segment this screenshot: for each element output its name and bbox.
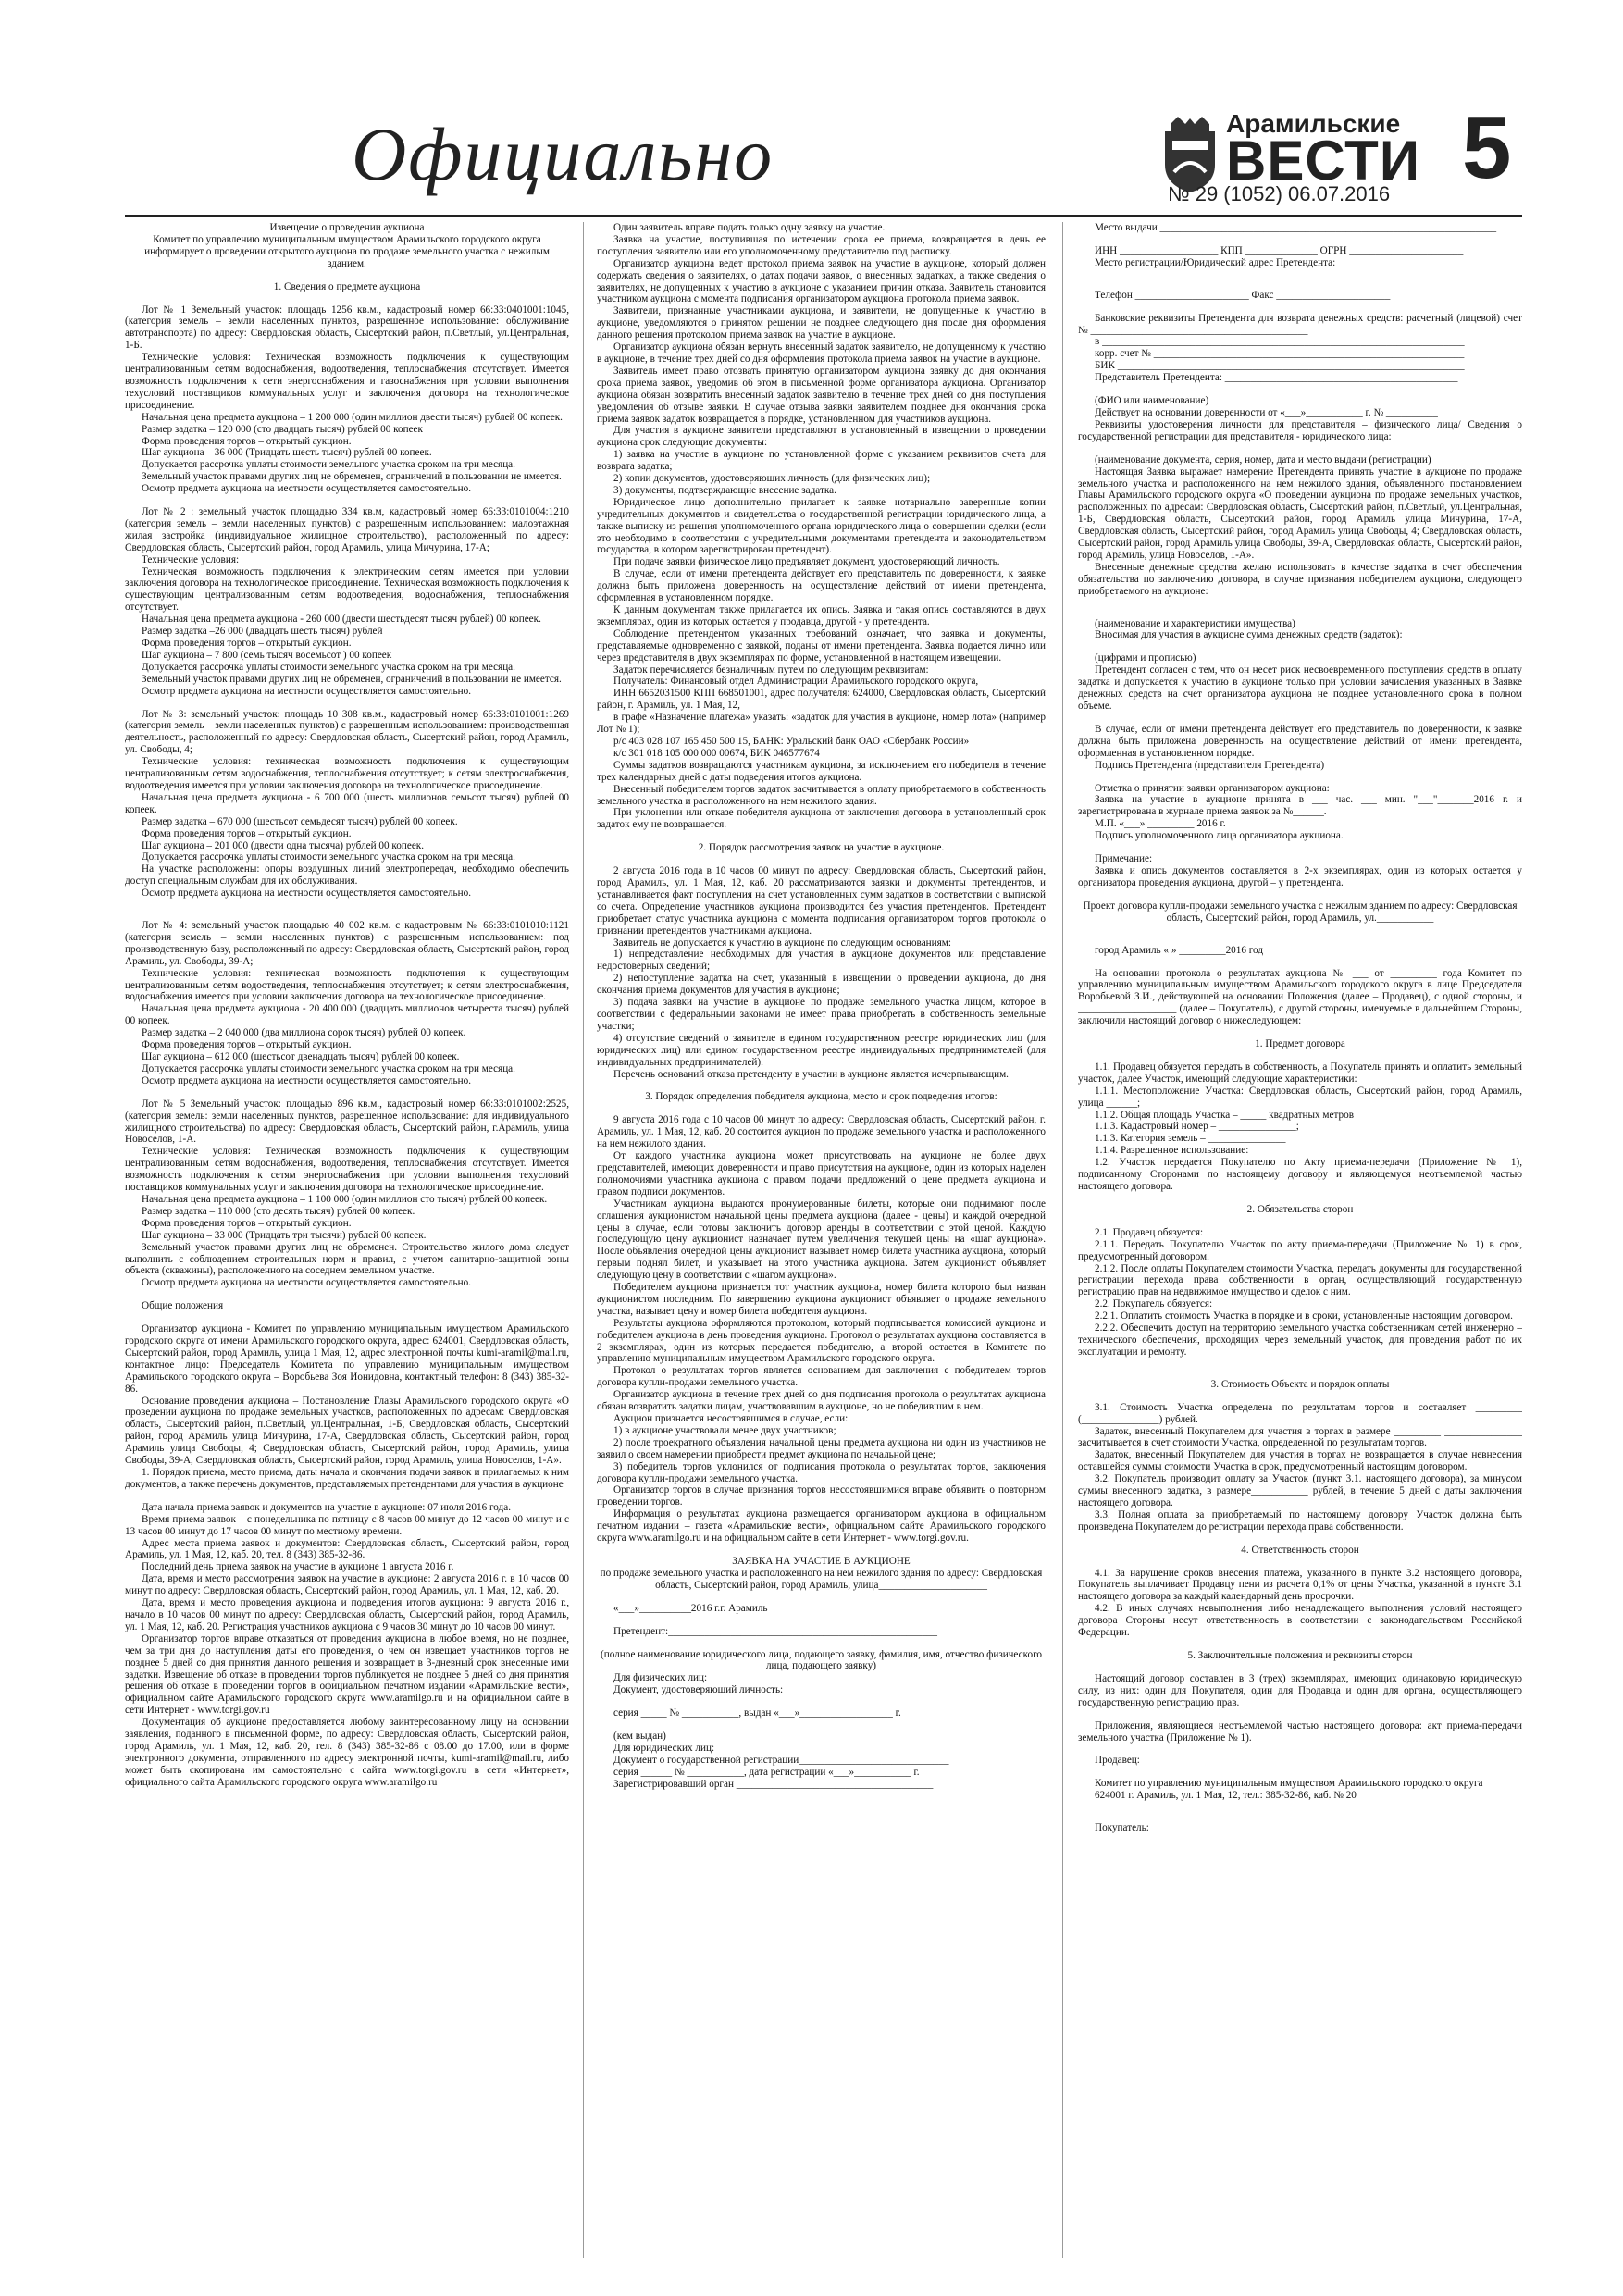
paragraph: 2.2.2. Обеспечить доступ на территорию земельного участка собственникам сетей инженерно – технического обеспечения, проходящих через земельный участок, для проведения работ по их эксплуатации и ремонту. [1078, 1322, 1522, 1358]
paragraph: Заявка на участие, поступившая по истечении срока ее приема, возвращается в день ее поступления заявителю или его уполномоченному представителю под расписку. [597, 233, 1046, 257]
paragraph: В случае, если от имени претендента действует его представитель по доверенности, к заявке должна быть приложена доверенность на осуществление действий от имени претендента, оформленная в установленном порядке. [1078, 723, 1522, 759]
form-caption: (наименование и характеристики имущества) [1095, 617, 1295, 629]
paragraph: Форма проведения торгов – открытый аукцион. [142, 827, 352, 839]
paragraph: Организатор торгов в случае признания торгов несостоявшимися вправе объявить о повторном проведении торгов. [597, 1484, 1046, 1508]
paragraph: Задаток перечисляется безналичным путем по следующим реквизитам: [613, 664, 929, 676]
paragraph: Настоящий договор составлен в 3 (трех) экземплярах, имеющих одинаковую юридическую силу, из них: один для Покупателя, один для Продавца и один для органа, осуществляющего государственную регистрацию прав. [1078, 1672, 1522, 1708]
form-caption: (полное наименование юридического лица, подающего заявку, фамилия, имя, отчество физического лица, подающего заявку) [601, 1648, 1042, 1672]
form-line: Представитель Претендента: _____________________________________________ [1095, 372, 1458, 384]
paragraph: Технические условия: Техническая возможность подключения к существующим централизованным сетям водоснабжения, водоотведения, теплоснабжения отсутствует. Имеется возможность подключения к сетям энергоснабжения при условии выполнения техусловий поставщиков коммунальных услуг и заключения договора на технологическое присоединение. [125, 1146, 569, 1194]
paragraph: Начальная цена предмета аукциона – 1 100 000 (один миллион сто тысяч) рублей 00 копеек. [142, 1193, 548, 1205]
seller-label: Продавец: [1095, 1755, 1140, 1767]
paragraph: Размер задатка – 2 040 000 (два миллиона сорок тысяч) рублей 00 копеек. [142, 1027, 466, 1039]
paragraph: Шаг аукциона – 612 000 (шестьсот двенадцать тысяч) рублей 00 копеек. [142, 1051, 460, 1062]
paragraph: 3.1. Стоимость Участка определена по результатам торгов и составляет _________ (_______________) рублей. [1078, 1401, 1522, 1425]
application-form-title: ЗАЯВКА НА УЧАСТИЕ В АУКЦИОНЕ [732, 1555, 911, 1567]
column-divider [583, 222, 584, 2258]
paragraph: При уклонении или отказе победителя аукциона от заключения договора в установленный срок задаток ему не возвращается. [597, 807, 1046, 831]
seller-address: 624001 г. Арамиль, ул. 1 Мая, 12, тел.: 385-32-86, каб. № 20 [1095, 1790, 1357, 1802]
issue-number: № 29 (1052) 06.07.2016 [1168, 182, 1391, 205]
paragraph: 4.2. В иных случаях невыполнения либо ненадлежащего выполнения условий настоящего договора Стороны несут ответственность в соответствии с законодательством Российской Федерации. [1078, 1603, 1522, 1639]
paragraph: 2.2.1. Оплатить стоимость Участка в порядке и в сроки, установленные настоящим договором. [1095, 1310, 1513, 1322]
paragraph: Осмотр предмета аукциона на местности осуществляется самостоятельно. [142, 685, 472, 697]
contract-place-date: город Арамиль « » _________2016 год [1095, 944, 1264, 956]
paragraph: 2) копии документов, удостоверяющих личность (для физических лиц); [613, 473, 931, 485]
paragraph: Результаты аукциона оформляются протоколом, который подписывается комиссией аукциона и победителем аукциона в день проведения аукциона. Протокол о результатах аукциона составляется в 2 экземплярах, один из которых передается победителю, а второй остается в Комитете по управлению муниципальным имуществом Арамильского городского округа. [597, 1317, 1046, 1365]
paragraph: Перечень оснований отказа претенденту в участии в аукционе является исчерпывающим. [613, 1068, 1009, 1080]
section-heading: 3. Стоимость Объекта и порядок оплаты [1210, 1378, 1390, 1390]
paragraph: Техническая возможность подключения к электрическим сетям имеется при условии заключения договора на технологическое присоединение. Техническая возможность подключения к существующим централизованным сетям водоотведения, водоснабжения, теплоснабжения отсутствует. [125, 565, 569, 614]
paragraph: Размер задатка – 670 000 (шестьсот семьдесят тысяч) рублей 00 копеек. [142, 815, 458, 827]
paragraph: Земельный участок правами других лиц не обременен. Строительство жилого дома следует выполнить с соблюдением строительных норм и правил, с учетом санитарно-защитной зоны объекта (скважины), расположенного на соседнем земельном участке. [125, 1241, 569, 1277]
paragraph: Начальная цена предмета аукциона – 1 200 000 (один миллион двести тысяч) рублей 00 копеек. [142, 411, 563, 423]
paragraph: 1) заявка на участие в аукционе по установленной форме с указанием реквизитов счета для возврата задатка; [597, 449, 1046, 473]
paragraph: к/с 301 018 105 000 000 00674, БИК 046577674 [613, 747, 820, 759]
form-line: Вносимая для участия в аукционе сумма денежных средств (задаток): _________ [1095, 629, 1452, 641]
paragraph: Претендент согласен с тем, что он несет риск несвоевременного поступления средств в оплату задатка и допускается к участию в аукционе только при условии зачисления указанных в Заявке денежных средств на счет организатора аукциона не позднее установленного срока в полном объеме. [1078, 664, 1522, 712]
paragraph: Организатор торгов вправе отказаться от проведения аукциона в любое время, но не позднее, чем за три дня до наступления даты его проведения, о чем он извещает участников торгов не позднее 5 дней со дня принятия данного решения и возвращает в 3-дневный срок внесенные ими задатки. Извещение об отказе в проведении торгов публикуется не позднее 5 дней со дня принятия решения об отказе в проведении торгов в официальном печатном издании «Арамильские вести», официальном сайте Арамильского городского округа www.aramilgo.ru и на официальном сайте в сети Интернет - www.torgi.gov.ru [125, 1632, 569, 1717]
paragraph: Шаг аукциона – 33 000 (Тридцать три тысячи) рублей 00 копеек. [142, 1229, 427, 1241]
paragraph: Технические условия: техническая возможность подключения к существующим централизованным сетям водоотведения, теплоснабжения отсутствует; к сетям электроснабжения, водоснабжения имеется при условии заключения договора на технологическое присоединение. [125, 967, 569, 1003]
paragraph: Форма проведения торгов – открытый аукцион. [142, 1039, 352, 1051]
paragraph: Заявитель не допускается к участию в аукционе по следующим основаниям: [613, 937, 951, 949]
paragraph: Начальная цена предмета аукциона - 20 400 000 (двадцать миллионов четыреста тысяч) рублей 00 копеек. [125, 1003, 569, 1027]
paragraph: Допускается рассрочка уплаты стоимости земельного участка сроком на три месяца. [142, 661, 515, 673]
paragraph: 2) непоступление задатка на счет, указанный в извещении о проведении аукциона, до дня окончания приема документов для участия в аукционе; [597, 973, 1046, 997]
form-line: серия _____ № ___________, выдан «___»__________________ г. [613, 1707, 901, 1719]
paragraph: Организатор аукциона ведет протокол приема заявок на участие в аукционе, который должен содержать сведения о заявителях, о датах подачи заявок, о внесенных задатках, а также сведения о заявителях, не допущенных к участию в аукционе с указанием причин отказа. Заявитель становится участником аукциона с момента подписания организатором аукциона протокола приема заявок. [597, 257, 1046, 305]
paragraph: Дата начала приема заявок и документов на участие в аукционе: 07 июля 2016 года. [142, 1501, 511, 1513]
paragraph: Суммы задатков возвращаются участникам аукциона, за исключением его победителя в течение трех календарных дней с даты подведения итогов аукциона. [597, 759, 1046, 783]
paragraph: 1.1.1. Местоположение Участка: Свердловская область, Сысертский район, город Арамиль, улица ______; [1078, 1085, 1522, 1109]
paragraph: 1.1.4. Разрешенное использование: [1095, 1145, 1249, 1157]
paragraph: Задаток, внесенный Покупателем для участия в торгах не возвращается в случае невнесения оставшейся суммы стоимости Участка в срок, предусмотренный настоящим договором. [1078, 1449, 1522, 1473]
paragraph: Размер задатка –26 000 (двадцать шесть тысяч) рублей [142, 626, 383, 638]
paragraph: Последний день приема заявок на участие в аукционе 1 августа 2016 г. [142, 1561, 454, 1573]
form-line: Место выдачи _________________________________________________________________ [1095, 222, 1497, 233]
paragraph: 1.1.3. Кадастровый номер – _______________; [1095, 1121, 1299, 1133]
logo-main-text: ВЕСТИ [1226, 130, 1420, 192]
paragraph: Допускается рассрочка уплаты стоимости земельного участка сроком на три месяца. [142, 1062, 515, 1074]
paragraph: Время приема заявок – с понедельника по пятницу с 8 часов 00 минут до 12 часов 00 минут и с 13 часов 00 минут до 17 часов 00 минут по местному времени. [125, 1513, 569, 1537]
form-line: Отметка о принятии заявки организатором аукциона: [1095, 782, 1330, 794]
paragraph: Технические условия: Техническая возможность подключения к существующим централизованным сетям водоснабжения, водоотведения, теплоснабжения отсутствует. Имеется возможность подключения к сети энергоснабжения и газоснабжения при условии выполнения техусловий поставщиков коммунальных услуг и заключения договора на технологическое присоединение. [125, 352, 569, 411]
paragraph: Размер задатка – 120 000 (сто двадцать тысяч) рублей 00 копеек [142, 423, 423, 435]
paragraph: При подаче заявки физическое лицо предъявляет документ, удостоверяющий личность. [613, 556, 1000, 568]
paragraph: Дата, время и место проведения аукциона и подведения итогов аукциона: 9 августа 2016 г., начало в 10 часов 00 минут по адресу: Свердловская область, Сысертский район, город Арамиль, ул. 1 Мая, 12, каб. 20. Регистрация участников аукциона с 9 часов 30 минут до 10 часов 00 минут. [125, 1597, 569, 1632]
form-line: БИК ___________________________________________________________________ [1095, 360, 1465, 372]
paragraph: Юридическое лицо дополнительно прилагает к заявке нотариально заверенные копии учредительных документов и свидетельства о государственной регистрации юридического лица, а также выписку из решения уполномоченного органа юридического лица о совершении сделки (если это необходимо в соответствии с учредительными документами претендента и законодательством государства, в котором зарегистрирован претендент). [597, 496, 1046, 556]
form-line: Действует на основании доверенности от «___»___________ г. № __________ [1095, 406, 1438, 418]
application-form-subtitle: по продаже земельного участка и расположенного на нем нежилого здания по адресу: Свердловская область, Сысертский район, город Арамиль, улица_____________________ [600, 1567, 1043, 1591]
form-line: корр. счет № ____________________________________________________________ [1095, 348, 1465, 360]
paragraph: 2.1.2. После оплаты Покупателем стоимости Участка, передать документы для государственной регистрации перехода права собственности в орган, осуществляющий государственную регистрацию прав на недвижимое имущество и сделок с ним. [1078, 1262, 1522, 1298]
form-caption: (кем выдан) [613, 1731, 666, 1743]
lot-1-description: Лот № 1 Земельный участок: площадь 1256 кв.м., кадастровый номер 66:33:0401001:1045, (категория земель – земли населенных пунктов, разрешенное использование: обслуживание автотранспорта) по адресу: Свердловская область, Сысертский район, п.Светлый, ул.Центральная, 1-Б. [125, 304, 569, 352]
paragraph: 1. Порядок приема, место приема, даты начала и окончания подачи заявок и прилагаемых к ним документов, а также перечень документов, представляемых претендентами для участия в аукционе [125, 1467, 569, 1490]
paragraph: 2.1. Продавец обязуется: [1095, 1226, 1204, 1238]
form-line: Для физических лиц: [613, 1672, 708, 1684]
logo-top-text: Арамильские [1226, 109, 1401, 138]
paragraph: Заявитель имеет право отозвать принятую организатором аукциона заявку до дня окончания срока приема заявок, уведомив об этом в письменной форме организатора аукциона. Организатор аукциона обязан возвратить внесенный задаток заявителю в течение трех дней со дня поступления уведомления об отзыве заявки. В случае отзыва заявки заявителем позднее дня окончания срока приема заявок задаток возвращается в порядке, установленном для участников аукциона. [597, 365, 1046, 425]
form-line: Документ о государственной регистрации_____________________________ [613, 1754, 949, 1766]
paragraph: Приложения, являющиеся неотъемлемой частью настоящего договора: акт приема-передачи земельного участка (Приложение № 1). [1078, 1719, 1522, 1744]
paragraph: Основание проведения аукциона – Постановление Главы Арамильского городского округа «О проведении аукциона по продаже земельных участков, расположенных по адресам: Свердловская область, Сысертский район, п.Светлый, ул.Центральная, 1-Б, Свердловская область, Сысертский район, город Арамиль улица Мичурина, 17-А, Свердловская область, Сысертский район, город Арамиль улица Свободы, 4; Свердловская область, Сысертский район, город Арамиль, улица Свободы, 39-А, Свердловская область, Сысертский район, город Арамиль, улица Новоселов, 1-А». [125, 1395, 569, 1467]
form-line: Телефон ______________________ Факс ______________________ [1095, 289, 1391, 301]
section-heading: 1. Предмет договора [1255, 1038, 1345, 1050]
paragraph: 1.1. Продавец обязуется передать в собственность, а Покупатель принять и оплатить земельный участок, далее Участок, имеющий следующие характеристики: [1078, 1061, 1522, 1085]
section-heading: 5. Заключительные положения и реквизиты сторон [1187, 1650, 1413, 1661]
paragraph: Участникам аукциона выдаются пронумерованные билеты, которые они поднимают после оглашения аукционистом начальной цены предмета аукциона (далее - цены) и каждой очередной цены в случае, если готовы заключить договор аренды в соответствии с этой ценой. Каждую последующую цену аукционист назначает путем увеличения текущей цены на «шаг аукциона». После объявления очередной цены аукционист называет номер билета участника аукциона, который первым поднял билет, и указывает на этого участника аукциона. Затем аукционист объявляет следующую цену в соответствии с «шагом аукциона». [597, 1198, 1046, 1282]
paragraph: 3.3. Полная оплата за приобретаемый по настоящему договору Участок должна быть произведена Покупателем до регистрации перехода права собственности. [1078, 1508, 1522, 1533]
paragraph: Настоящая Заявка выражает намерение Претендента принять участие в аукционе по продаже земельного участка и расположенного на нем нежилого здания, объявленного постановлением Главы Арамильского городского округа «О проведении аукциона по продаже земельных участков, расположенных по адресам: Свердловская область, Сысертский район, п.Светлый, ул.Центральная, 1-Б, Свердловская область, Сысертский район, город Арамиль улица Мичурина, 17-А, Свердловская область, Сысертский район, город Арамиль улица Свободы, 4; Свердловская область, Сысертский район, город Арамиль улица Свободы, 39-А, Свердловская область, Сысертский район, город Арамиль, улица Новоселов, 1-А». [1078, 465, 1522, 561]
paragraph: 4) отсутствие сведений о заявителе в едином государственном реестре юридических лиц (для юридических лиц) или едином государственном реестре индивидуальных предпринимателей (для индивидуальных предпринимателей). [597, 1032, 1046, 1068]
paragraph: Технические условия: [142, 553, 240, 565]
paragraph: Форма проведения торгов – открытый аукцион. [142, 1217, 352, 1229]
paragraph: в графе «Назначение платежа» указать: «задаток для участия в аукционе, номер лота» (например Лот № 1); [597, 712, 1046, 736]
form-caption: (наименование документа, серия, номер, дата и место выдачи (регистрации) [1095, 453, 1431, 465]
form-line: М.П. «___» _________ 2016 г. [1095, 818, 1226, 830]
section-heading: 2. Порядок рассмотрения заявок на участие в аукционе. [698, 842, 945, 854]
paragraph: 1) в аукционе участвовали менее двух участников; [613, 1424, 836, 1436]
paragraph: Осмотр предмета аукциона на местности осуществляется самостоятельно. [142, 483, 472, 495]
paragraph: Получатель: Финансовый отдел Администрации Арамильского городского округа, [613, 676, 979, 688]
paragraph: Земельный участок правами других лиц не обременен, ограничений в пользовании не имеется. [142, 673, 562, 685]
paragraph: Организатор аукциона - Комитет по управлению муниципальным имуществом Арамильского городского округа от имени Арамильского городского округа, адрес: 624001, Свердловская область, Сысертский район, город Арамиль, улица 1 Мая, 12, адрес электронной почты kumi-aramil@mail.ru, контактное лицо: Председатель Комитета по управлению муниципальным имуществом Арамильского городского округа – Воробьева Зоя Ионидовна, контактный телефон: 8 (343) 385-32-86. [125, 1323, 569, 1395]
paragraph: 1.1.3. Категория земель – _______________ [1095, 1133, 1286, 1145]
paragraph: 2.2. Покупатель обязуется: [1095, 1298, 1213, 1310]
paragraph: Шаг аукциона – 201 000 (двести одна тысяча) рублей 00 копеек. [142, 839, 425, 851]
lot-5-description: Лот № 5 Земельный участок: площадью 896 кв.м., кадастровый номер 66:33:0101002:2525, (категория земель: земли населенных пунктов, разрешенное использование: для индивидуального жилищного строительства) по адресу: Свердловская область, Сысертский район, г.Арамиль, улица Новоселов, 1-А. [125, 1098, 569, 1146]
paragraph: Заявители, признанные участниками аукциона, и заявители, не допущенные к участию в аукционе, уведомляются о принятом решении не позднее следующего дня после дня оформления данного решения протоколом приема заявок на участие в аукционе. [597, 305, 1046, 341]
paragraph: 1.1.2. Общая площадь Участка – _____ квадратных метров [1095, 1109, 1354, 1121]
paragraph: Осмотр предмета аукциона на местности осуществляется самостоятельно. [142, 887, 472, 900]
paragraph: 2) после троекратного объявления начальной цены предмета аукциона ни один из участников не заявил о своем намерении приобрести предмет аукциона по начальной цене; [597, 1436, 1046, 1460]
paragraph: 3.2. Покупатель производит оплату за Участок (пункт 3.1. настоящего договора), за минусом суммы внесенного задатка, в размере___________ рублей, в течение 5 дней с даты заключения настоящего договора. [1078, 1473, 1522, 1508]
paragraph: ИНН 6652031500 КПП 668501001, адрес получателя: 624000, Свердловская область, Сысертский район, г. Арамиль, ул. 1 Мая, 12, [597, 688, 1046, 712]
column-divider [1062, 222, 1063, 2258]
paragraph: 4.1. За нарушение сроков внесения платежа, указанного в пункте 3.2 настоящего договора, Покупатель выплачивает Продавцу пени из расчета 0,1% от цены Участка, указанной в пункте 3.1 настоящего договора за каждый календарный день просрочки. [1078, 1567, 1522, 1603]
paragraph: Шаг аукциона – 7 800 (семь тысяч восемьсот ) 00 копеек [142, 649, 392, 661]
form-line: Претендент:____________________________________________________ [613, 1625, 937, 1637]
contract-title: Проект договора купли-продажи земельного участка с нежилым зданием по адресу: Свердловская область, Сысертский район, город Арамиль, ул.___________ [1083, 900, 1518, 924]
form-caption: (цифрами и прописью) [1095, 652, 1196, 664]
paragraph: Начальная цена предмета аукциона - 260 000 (двести шестьдесят тысяч рублей) 00 копеек. [142, 614, 541, 626]
seller-name: Комитет по управлению муниципальным имуществом Арамильского городского округа [1095, 1778, 1483, 1790]
paragraph: Организатор аукциона в течение трех дней со дня подписания протокола о результатах аукциона обязан возвратить задатки лицам, участвовавшим в аукционе, но не победившим в нем. [597, 1389, 1046, 1413]
paragraph: Допускается рассрочка уплаты стоимости земельного участка сроком на три месяца. [142, 851, 515, 863]
paragraph: 1.2. Участок передается Покупателю по Акту приема-передачи (Приложение № 1), подписанному Сторонами по настоящему договору и являющемуся неотъемлемой частью настоящего договора. [1078, 1157, 1522, 1192]
paragraph: Дата, время и место рассмотрения заявок на участие в аукционе: 2 августа 2016 г. в 10 часов 00 минут по адресу: Свердловская область, Сысертский район, город Арамиль, ул. 1 Мая, 12, каб. 20. [125, 1573, 569, 1597]
form-line: Зарегистрировавший орган ______________________________________ [613, 1778, 934, 1790]
paragraph: Внесенные денежные средства желаю использовать в качестве задатка в счет обеспечения обязательства по заключению договора, в случае признания победителем аукциона, следующего приобретаемого на аукционе: [1078, 561, 1522, 597]
form-line: Примечание: [1095, 853, 1153, 865]
paragraph: Заявка и опись документов составляется в 2-х экземплярах, один из которых остается у организатора проведения аукциона, другой – у претендента. [1078, 864, 1522, 888]
paragraph: Победителем аукциона признается тот участник аукциона, номер билета которого был назван аукционистом последним. По завершению аукциона аукционист объявляет о продаже земельного участка, называет цену и номер билета победителя аукциона. [597, 1282, 1046, 1317]
paragraph: Шаг аукциона – 36 000 (Тридцать шесть тысяч) рублей 00 копеек. [142, 447, 432, 459]
paragraph: р/с 403 028 107 165 450 500 15, БАНК: Уральский банк ОАО «Сбербанк России» [613, 735, 970, 747]
paragraph: 3) победитель торгов уклонился от подписания протокола о результатах торгов, заключения договора купли-продажи земельного участка. [597, 1460, 1046, 1484]
lot-3-description: Лот № 3: земельный участок: площадь 10 308 кв.м., кадастровый номер 66:33:0101001:1269 (категория земель – земли населенных пунктов) с разрешенным использованием: производственная деятельность, расположенный по адресу: Свердловская область, Сысертский район, город Арамиль, ул. Свободы, 4; [125, 708, 569, 756]
form-line: Документ, удостоверяющий личность:_______________________________ [613, 1684, 944, 1696]
paragraph: Начальная цена предмета аукциона - 6 700 000 (шесть миллионов семьсот тысяч) рублей 00 копеек. [125, 791, 569, 815]
masthead [0, 0, 1623, 213]
section-heading: 2. Обязательства сторон [1246, 1203, 1354, 1215]
buyer-label: Покупатель: [1095, 1822, 1149, 1834]
form-line: «___»__________2016 г.г. Арамиль [613, 1602, 768, 1614]
form-caption: (ФИО или наименование) [1095, 395, 1209, 407]
paragraph: От каждого участника аукциона может присутствовать на аукционе не более двух представителей, имеющих доверенности и право присутствия на аукционе, один из которых наделен полномочиями участника аукциона с правом подачи предложений о цене предмета аукциона и правом подписи документов. [597, 1150, 1046, 1198]
paragraph: Внесенный победителем торгов задаток засчитывается в оплату приобретаемого в собственность земельного участка и расположенного на нем нежилого здания. [597, 783, 1046, 807]
paragraph: Размер задатка – 110 000 (сто десять тысяч) рублей 00 копеек. [142, 1205, 415, 1217]
notice-title: Извещение о проведении аукциона [269, 222, 425, 233]
form-line: серия ______ № ___________, дата регистрации «___»___________ г. [613, 1766, 920, 1778]
paragraph: Задаток, внесенный Покупателем для участия в торгах в размере _________ _______________ засчитывается в счет стоимости Участка, определенной по результатам торгов. [1078, 1425, 1522, 1449]
paragraph: Осмотр предмета аукциона на местности осуществляется самостоятельно. [142, 1074, 472, 1086]
page-number: 5 [1462, 98, 1512, 197]
paragraph: 1) непредставление необходимых для участия в аукционе документов или представление недостоверных сведений; [597, 949, 1046, 973]
paragraph: Осмотр предмета аукциона на местности осуществляется самостоятельно. [142, 1277, 472, 1289]
paragraph: Организатор аукциона обязан вернуть внесенный задаток заявителю, не допущенному к участию в аукционе, в течение трех дней со дня оформления протокола приема заявок на участие в аукционе. [597, 341, 1046, 365]
paragraph: Аукцион признается несостоявшимся в случае, если: [613, 1413, 849, 1424]
form-line: Подпись Претендента (представителя Претендента) [1095, 759, 1325, 771]
paragraph: На участке расположены: опоры воздушных линий электропередач, необходимо обеспечить доступ специальным службам для их обслуживания. [125, 863, 569, 887]
paragraph: Допускается рассрочка уплаты стоимости земельного участка сроком на три месяца. [142, 459, 515, 471]
form-line: в ______________________________________________________________________ [1095, 336, 1465, 348]
lot-2-description: Лот № 2 : земельный участок площадью 334 кв.м, кадастровый номер 66:33:0101004:1210 (категория земель – земли населенных пунктов) с разрешенным использованием: малоэтажная жилая застройка (индивидуальное жилищное строительство), расположенный по адресу: Свердловская область, Сысертский район, город Арамиль, улица Мичурина, 17-А; [125, 506, 569, 553]
section-heading: 4. Ответственность сторон [1241, 1544, 1359, 1556]
paragraph: Форма проведения торгов – открытый аукцион. [142, 435, 352, 447]
column-3 [1078, 222, 1522, 2258]
paragraph: 9 августа 2016 года с 10 часов 00 минут по адресу: Свердловская область, Сысертский район, г. Арамиль, ул. 1 Мая, 12, каб. 20 состоится аукцион по продаже земельного участка и расположенного на нем нежилого здания. [597, 1114, 1046, 1150]
paragraph: Документация об аукционе предоставляется любому заинтересованному лицу на основании заявления, поданного в письменной форме, по адресу: Свердловская область, Сысертский район, город Арамиль, ул. 1 Мая, 12, каб. 20, тел. 8 (343) 385-32-86 с 08.00 до 17.00, или в форме электронного документа, отправленного по адресу электронной почты, kumi-aramil@mail.ru, либо может быть скопирована им самостоятельно с сайта www.torgi.gov.ru в сети «Интернет», официального сайта Арамильского городского округа www.aramilgo.ru [125, 1717, 569, 1788]
paragraph: Информация о результатах аукциона размещается организатором аукциона в официальном печатном издании – газета «Арамильские вести», официальном сайте Арамильского городского округа www.aramilgo.ru и на официальном сайте в сети Интернет - www.torgi.gov.ru. [597, 1508, 1046, 1545]
section-heading: 1. Сведения о предмете аукциона [273, 280, 421, 292]
paragraph: Соблюдение претендентом указанных требований означает, что заявка и документы, представляемые одновременно с заявкой, поданы от имени претендента. Заявка подается лично или через представителя в двух экземплярах по форме, установленной в настоящем извещении. [597, 627, 1046, 664]
paragraph: В случае, если от имени претендента действует его представитель по доверенности, к заявке должна быть приложена доверенность на осуществление действий от имени претендента, оформленная в установленном порядке. [597, 568, 1046, 604]
paragraph: На основании протокола о результатах аукциона № ___ от _________ года Комитет по управлению муниципальным имуществом Арамильского городского округа в лице Председателя Воробьевой З.И., действующей на основании Положения (далее – Продавец), с одной стороны, и ___________________ (далее – Покупатель), с другой стороны, именуемые в дальнейшем Стороны, заключили настоящий договор о нижеследующем: [1078, 967, 1522, 1027]
section-heading: 3. Порядок определения победителя аукциона, место и срок подведения итогов: [645, 1091, 997, 1103]
paragraph: 3) подача заявки на участие в аукционе по продаже земельного участка лицом, которое в соответствии с федеральными законами не имеет права приобретать в собственность земельные участки; [597, 997, 1046, 1032]
paragraph: 3) документы, подтверждающие внесение задатка. [613, 484, 836, 496]
paragraph: Форма проведения торгов – открытый аукцион. [142, 638, 352, 649]
section-title: Официально [352, 112, 774, 196]
form-line: Для юридических лиц: [613, 1742, 715, 1754]
paragraph: Реквизиты удостоверения личности для представителя – физического лица/ Сведения о государственной регистрации для представителя - юридического лица: [1078, 418, 1522, 442]
paragraph: К данным документам также прилагается их опись. Заявка и такая опись составляются в двух экземплярах, один из которых остается у продавца, другой - у претендента. [597, 604, 1046, 627]
paragraph: 2.1.1. Передать Покупателю Участок по акту приема-передачи (Приложение № 1) в срок, предусмотренный договором. [1078, 1238, 1522, 1262]
form-line: Банковские реквизиты Претендента для возврата денежных средств: расчетный (лицевой) счет № __________________________________________ [1078, 312, 1522, 336]
form-line: Место регистрации/Юридический адрес Претендента: ___________________ [1095, 256, 1437, 268]
paragraph: Протокол о результатах торгов является основанием для заключения с победителем торгов договора купли-продажи земельного участка. [597, 1365, 1046, 1389]
notice-intro: Комитет по управлению муниципальным имуществом Арамильского городского округа информирует о проведении открытого аукциона по продаже земельного участка с нежилым зданием. [144, 233, 550, 269]
paragraph: Земельный участок правами других лиц не обременен, ограничений в пользовании не имеется. [142, 471, 562, 483]
paragraph: Один заявитель вправе подать только одну заявку на участие. [613, 222, 886, 233]
paragraph: Для участия в аукционе заявители представляют в установленный в извещении о проведении аукциона срок следующие документы: [597, 425, 1046, 449]
header-rule [125, 215, 1522, 217]
lot-4-description: Лот № 4: земельный участок площадью 40 002 кв.м. с кадастровым № 66:33:0101010:1121 (категория земель – земли населенных пунктов) с разрешенным использованием: под производственную базу, расположенный по адресу: Свердловская область, Сысертский район, город Арамиль, ул. Свободы, 39-А; [125, 920, 569, 967]
column-2 [597, 222, 1046, 2258]
paragraph: 2 августа 2016 года в 10 часов 00 минут по адресу: Свердловская область, Сысертский район, город Арамиль, ул. 1 Мая, 12, каб. 20 рассматриваются заявки и документы претендентов, и устанавливается факт поступления на счет установленных сумм задатков в соответствии с выпиской со счета. Определение участников аукциона производится без участия претендентов. Претендент приобретает статус участника аукциона с момента подписания организатором торгов протокола о признании претендентов участниками аукциона. [597, 865, 1046, 937]
paragraph: Адрес места приема заявок и документов: Свердловская область, Сысертский район, город Арамиль, ул. 1 Мая, 12, каб. 20, тел. 8 (343) 385-32-86. [125, 1537, 569, 1561]
paragraph: Технические условия: техническая возможность подключения к существующим централизованным сетям водоснабжения, теплоснабжения отсутствует; к сетям электроснабжения, водоотведения имеется при условии заключения договора на технологическое присоединение. [125, 756, 569, 791]
form-line: ИНН ___________________ КПП ______________ ОГРН ______________________ [1095, 244, 1464, 256]
form-line: Заявка на участие в аукционе принята в ___ час. ___ мин. "___"_______2016 г. и зарегистрирована в журнале приема заявок за №______. [1078, 794, 1522, 818]
general-provisions-heading: Общие положения [142, 1300, 224, 1312]
form-line: Подпись уполномоченного лица организатора аукциона. [1095, 830, 1344, 842]
column-1 [125, 222, 569, 2258]
